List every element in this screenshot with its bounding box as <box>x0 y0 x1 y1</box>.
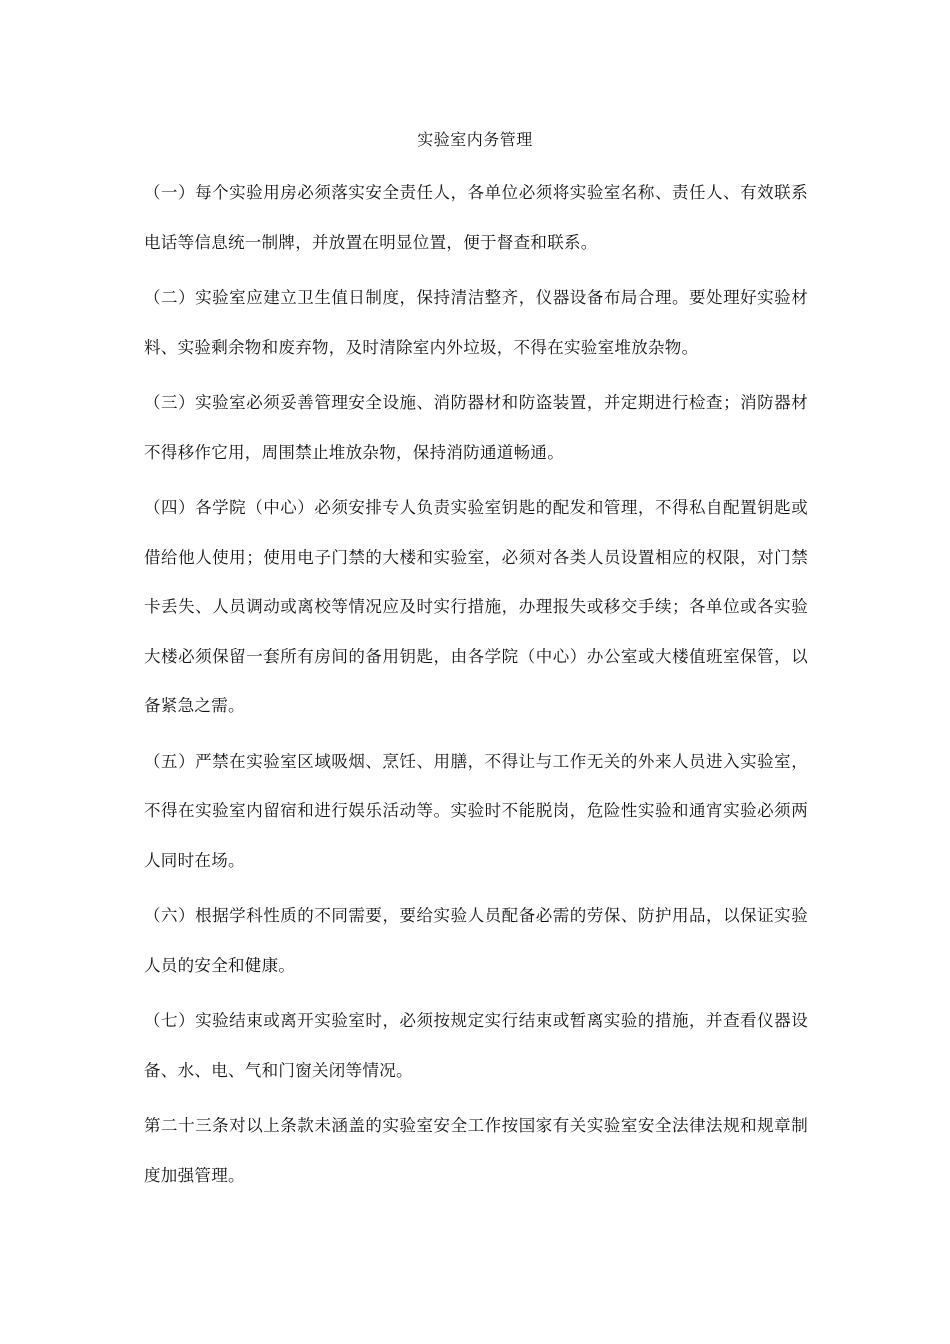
paragraph-1: （一）每个实验用房必须落实安全责任人，各单位必须将实验室名称、责任人、有效联系电话等信息统一制牌，并放置在明显位置，便于督查和联系。 <box>144 183 808 252</box>
paragraph-8: 第二十三条对以上条款未涵盖的实验室安全工作按国家有关实验室安全法律法规和规章制度加强管理。 <box>144 1116 808 1185</box>
paragraph-7: （七）实验结束或离开实验室时，必须按规定实行结束或暂离实验的措施，并查看仪器设备、水、电、气和门窗关闭等情况。 <box>144 1011 808 1080</box>
paragraph-6: （六）根据学科性质的不同需要，要给实验人员配备必需的劳保、防护用品，以保证实验人员的安全和健康。 <box>144 906 808 975</box>
paragraph-2: （二）实验室应建立卫生值日制度，保持清洁整齐，仪器设备布局合理。要处理好实验材料、实验剩余物和废弃物，及时清除室内外垃圾，不得在实验室堆放杂物。 <box>144 288 808 357</box>
document-title: 实验室内务管理 <box>417 130 533 149</box>
document-body <box>144 168 808 1206</box>
paragraph-5: （五）严禁在实验室区域吸烟、烹饪、用膳，不得让与工作无关的外来人员进入实验室，不得在实验室内留宿和进行娱乐活动等。实验时不能脱岗，危险性实验和通宵实验必须两人同时在场。 <box>144 751 808 870</box>
paragraph-4: （四）各学院（中心）必须安排专人负责实验室钥匙的配发和管理，不得私自配置钥匙或借给他人使用；使用电子门禁的大楼和实验室，必须对各类人员设置相应的权限，对门禁卡丢失、人员调动或离校等情况应及时实行措施，办理报失或移交手续；各单位或各实验大楼必须保留一套所有房间的备用钥匙，由各学院（中心）办公室或大楼值班室保管，以备紧急之需。 <box>144 498 808 715</box>
paragraph-3: （三）实验室必须妥善管理安全设施、消防器材和防盗装置，并定期进行检查；消防器材不得移作它用，周围禁止堆放杂物，保持消防通道畅通。 <box>144 393 808 462</box>
